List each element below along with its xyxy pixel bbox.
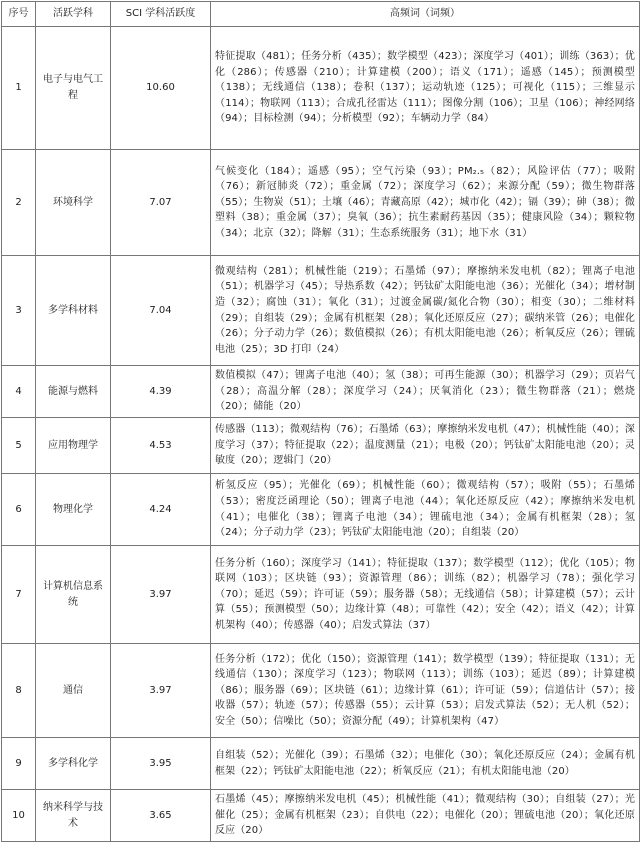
row-subject: 多学科材料: [36, 256, 111, 366]
table-row: [2, 738, 640, 790]
table-row: [2, 366, 640, 418]
row-subject: 电子与电气工程: [36, 27, 111, 150]
row-subject: 应用物理学: [36, 418, 111, 474]
row-subject: 通信: [36, 644, 111, 738]
row-activity: 7.07: [111, 150, 211, 256]
row-activity: 10.60: [111, 27, 211, 150]
row-keywords: 微观结构（281）；机械性能（219）；石墨烯（97）；摩擦纳米发电机（82）；锂离子电池（51）；机器学习（45）；导热系数（42）；钙钛矿太阳能电池（36）；光催化（34）；增材制造（32）；腐蚀（31）；氧化（31）；过渡金属碳/氮化合物（30）；相变（30）；二维材料（29）；自组装（29）；金属有机框架（28）；氧化还原反应（27）；碳纳米管（26）；电催化（26）；分子动力学（26）；数值模拟（26）；有机太阳能电池（26）；析氧反应（26）；锂硫电池（25）；3D 打印（24）: [211, 256, 640, 366]
row-index: 2: [2, 150, 36, 256]
table-row: [2, 150, 640, 256]
table-row: [2, 546, 640, 644]
header-activity: SCI 学科活跃度: [111, 2, 211, 27]
row-keywords: 石墨烯（45）；摩擦纳米发电机（45）；机械性能（41）；微观结构（30）；自组装（27）；光催化（25）；金属有机框架（23）；自供电（22）；电催化（20）；锂硫电池（20）；氧化还原反应（20）: [211, 790, 640, 842]
row-activity: 4.24: [111, 474, 211, 546]
table-row: [2, 27, 640, 150]
row-keywords: 数值模拟（47）；锂离子电池（40）；氢（38）；可再生能源（30）；机器学习（29）；页岩气（28）；高温分解（28）；深度学习（24）；厌氧消化（23）；微生物群落（21）；燃烧（20）；储能（20）: [211, 366, 640, 418]
header-subject: 活跃学科: [36, 2, 111, 27]
row-index: 4: [2, 366, 36, 418]
header-index: 序号: [2, 2, 36, 27]
row-activity: 3.95: [111, 738, 211, 790]
row-index: 6: [2, 474, 36, 546]
row-subject: 能源与燃料: [36, 366, 111, 418]
header-keywords: 高频词（词频）: [211, 2, 640, 27]
row-activity: 3.97: [111, 644, 211, 738]
table-row: [2, 256, 640, 366]
row-index: 8: [2, 644, 36, 738]
row-keywords: 传感器（113）；微观结构（76）；石墨烯（63）；摩擦纳米发电机（47）；机械性能（40）；深度学习（37）；特征提取（22）；温度测量（21）；电极（20）；钙钛矿太阳能电池（20）；灵敏度（20）；逻辑门（20）: [211, 418, 640, 474]
row-subject: 物理化学: [36, 474, 111, 546]
row-keywords: 任务分析（172）；优化（150）；资源管理（141）；数学模型（139）；特征提取（131）；无线通信（130）；深度学习（123）；物联网（113）；训练（103）；延迟（89）；计算建模（86）；服务器（69）；区块链（61）；边缘计算（61）；许可证（59）；信道估计（57）；接收器（57）；轨迹（57）；传感器（55）；云计算（53）；启发式算法（52）；无人机（52）；安全（50）；信噪比（50）；资源分配（49）；计算机架构（47）: [211, 644, 640, 738]
row-keywords: 任务分析（160）；深度学习（141）；特征提取（137）；数学模型（112）；优化（105）；物联网（103）；区块链（93）；资源管理（86）；训练（82）；机器学习（78）；强化学习（70）；延迟（59）；许可证（59）；服务器（58）；无线通信（58）；计算建模（57）；云计算（55）；预测模型（50）；边缘计算（48）；可靠性（42）；安全（42）；语义（42）；计算机架构（40）；传感器（40）；启发式算法（37）: [211, 546, 640, 644]
row-activity: 7.04: [111, 256, 211, 366]
row-subject: 多学科化学: [36, 738, 111, 790]
row-keywords: 气候变化（184）；遥感（95）；空气污染（93）；PM₂.₅（82）；风险评估（77）；吸附（76）；新冠肺炎（72）；重金属（72）；深度学习（62）；来源分配（59）；微生物群落（55）；生物炭（51）；土壤（46）；青藏高原（42）；城市化（42）；镉（39）；砷（38）；微塑料（38）；重金属（37）；臭氧（36）；抗生素耐药基因（35）；健康风险（34）；颗粒物（34）；北京（32）；降解（31）；生态系统服务（31）；地下水（31）: [211, 150, 640, 256]
row-index: 7: [2, 546, 36, 644]
row-activity: 3.97: [111, 546, 211, 644]
table-header-row: [2, 2, 640, 27]
row-activity: 4.53: [111, 418, 211, 474]
row-activity: 4.39: [111, 366, 211, 418]
row-keywords: 自组装（52）；光催化（39）；石墨烯（32）；电催化（30）；氧化还原反应（24）；金属有机框架（22）；钙钛矿太阳能电池（22）；析氧反应（21）；有机太阳能电池（20）: [211, 738, 640, 790]
row-index: 3: [2, 256, 36, 366]
row-subject: 纳米科学与技术: [36, 790, 111, 842]
row-subject: 计算机信息系统: [36, 546, 111, 644]
row-keywords: 特征提取（481）；任务分析（435）；数学模型（423）；深度学习（401）；训练（363）；优化（286）；传感器（210）；计算建模（200）；语义（171）；遥感（145）；预测模型（138）；无线通信（138）；卷积（137）；运动轨迹（125）；可视化（115）；三维显示（114）；物联网（113）；合成孔径雷达（111）；图像分割（106）；卫星（106）；神经网络（94）；目标检测（94）；分析模型（92）；车辆动力学（84）: [211, 27, 640, 150]
table-row: [2, 418, 640, 474]
row-subject: 环境科学: [36, 150, 111, 256]
row-index: 10: [2, 790, 36, 842]
row-index: 9: [2, 738, 36, 790]
row-index: 5: [2, 418, 36, 474]
table-row: [2, 790, 640, 842]
subject-activity-table: [1, 1, 640, 842]
table-row: [2, 474, 640, 546]
table-row: [2, 644, 640, 738]
row-index: 1: [2, 27, 36, 150]
row-activity: 3.65: [111, 790, 211, 842]
row-keywords: 析氢反应（95）；光催化（69）；机械性能（60）；微观结构（57）；吸附（55）；石墨烯（53）；密度泛函理论（50）；锂离子电池（44）；氧化还原反应（42）；摩擦纳米发电机（41）；电催化（38）；锂离子电池（34）；锂硫电池（34）；金属有机框架（28）；氢（24）；分子动力学（23）；钙钛矿太阳能电池（20）；自组装（20）: [211, 474, 640, 546]
